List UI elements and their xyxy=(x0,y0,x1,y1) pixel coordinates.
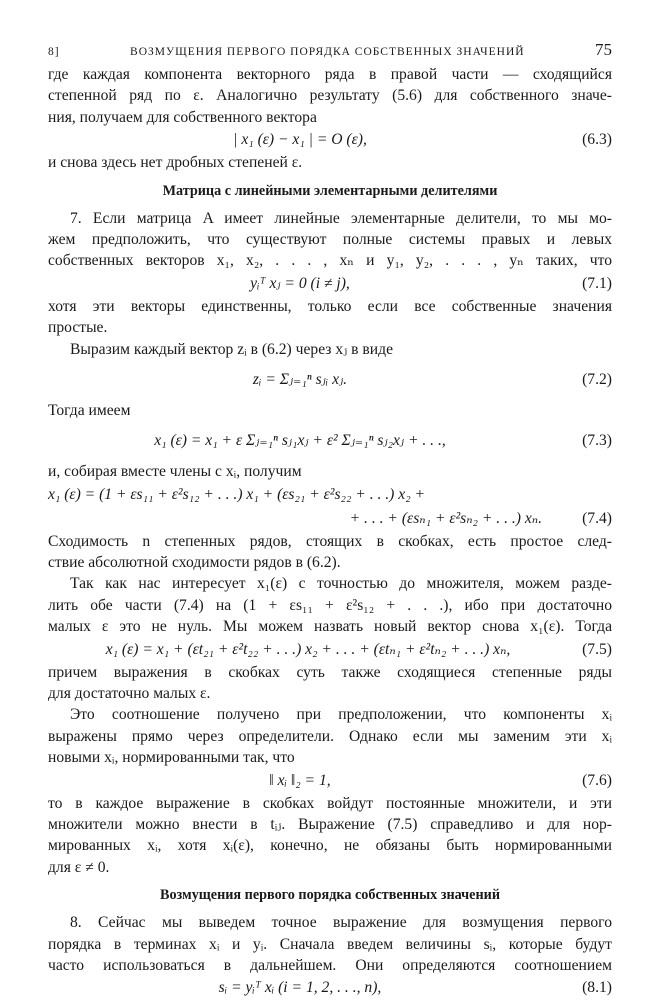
text-line: где каждая компонента векторного ряда в правой части — сходящийся xyxy=(48,66,612,83)
text-line: ствие абсолютной сходимости рядов в (6.2). xyxy=(48,554,341,572)
equation-7-4-line1: x₁ (ε) = (1 + εs₁₁ + ε²s₁₂ + . . .) x₁ + (εs₂₁ + ε²s₂₂ + . . .) x₂ + xyxy=(48,485,426,503)
text-line: Выразим каждый вектор zᵢ в (6.2) через xⱼ в виде xyxy=(70,340,393,358)
page-number: 75 xyxy=(595,40,612,59)
text-line: выражены прямо через определители. Однако если мы заменим эти xᵢ xyxy=(48,727,612,745)
text-line: собственных векторов x₁, x₂, . . . , xₙ и y₁, y₂, . . . , yₙ таких, что xyxy=(48,252,612,270)
text-line: часто использоваться в дальнейшем. Они определяются соотношением xyxy=(48,956,612,974)
text-line: Тогда имеем xyxy=(48,401,131,419)
text-line: простые. xyxy=(48,319,108,337)
text-line: для ε ≠ 0. xyxy=(48,858,110,876)
text-line: 7. Если матрица A имеет линейные элементарные делители, то мы мо- xyxy=(70,209,612,227)
text-line: мированных xᵢ, хотя xᵢ(ε), конечно, не обязаны быть нормированными xyxy=(48,837,612,855)
book-page xyxy=(48,40,612,1000)
text-line: малых ε это не нуль. Мы можем назвать новый вектор снова x₁(ε). Тогда xyxy=(48,618,612,636)
text-line: ния, получаем для собственного вектора xyxy=(48,108,317,126)
text-line: лить обе части (7.4) на (1 + εs₁₁ + ε²s₁₂ + . . .), ибо при достаточно xyxy=(48,596,612,614)
section-heading: Возмущения первого порядка собственных значений xyxy=(159,887,501,904)
equation-7-4-line2: + . . . + (εsₙ₁ + ε²sₙ₂ + . . .) xₙ. (7.4) xyxy=(349,509,612,527)
equation-7-3: x₁ (ε) = x₁ + ε Σⱼ₌₁ⁿ sⱼ₁xⱼ + ε² Σⱼ₌₁ⁿ sⱼ₂xⱼ + . . ., (7.3) xyxy=(154,432,612,450)
section-number: 8] xyxy=(48,46,60,58)
text-line: множители можно внести в tᵢⱼ. Выражение (7.5) справедливо и для нор- xyxy=(48,815,612,833)
text-line: порядка в терминах xᵢ и yᵢ. Сначала введем величины sᵢ, которые будут xyxy=(48,935,612,953)
text-line: степенной ряд по ε. Аналогично результату (5.6) для собственного значе- xyxy=(48,87,612,105)
text-line: новыми xᵢ, нормированными так, что xyxy=(48,749,295,767)
running-header xyxy=(48,40,612,64)
text-line: Так как нас интересует x₁(ε) с точностью до множителя, можем разде- xyxy=(70,575,612,593)
text-line: и, собирая вместе члены с xᵢ, получим xyxy=(48,463,302,481)
text-line: то в каждое выражение в скобках войдут постоянные множители, и эти xyxy=(48,794,612,812)
text-line: причем выражения в скобках суть также сходящиеся степенные ряды xyxy=(48,663,612,681)
text-line: хотя эти векторы единственны, только если все собственные значения xyxy=(48,297,612,315)
section-heading: Матрица с линейными элементарными делителями xyxy=(162,182,498,199)
text-line: и снова здесь нет дробных степеней ε. xyxy=(48,154,303,172)
equation-7-6: ‖ xᵢ ‖₂ = 1, (7.6) xyxy=(269,771,612,789)
text-line: Сходимость n степенных рядов, стоящих в скобках, есть простое след- xyxy=(48,532,612,550)
equation-7-5: x₁ (ε) = x₁ + (εt₂₁ + ε²t₂₂ + . . .) x₂ + . . . + (εtₙ₁ + ε²tₙ₂ + . . .) xₙ, (7.5) xyxy=(105,640,612,658)
text-line: для достаточно малых ε. xyxy=(48,685,211,703)
equation-7-1: yᵢᵀ xⱼ = 0 (i ≠ j), (7.1) xyxy=(250,274,612,292)
text-line: жем предположить, что существуют полные системы правых и левых xyxy=(48,230,612,248)
text-line: Это соотношение получено при предположении, что компоненты xᵢ xyxy=(70,706,612,724)
header-title: ВОЗМУЩЕНИЯ ПЕРВОГО ПОРЯДКА СОБСТВЕННЫХ ЗНАЧЕНИЙ xyxy=(130,46,525,58)
equation-8-1: sᵢ = yᵢᵀ xᵢ (i = 1, 2, . . ., n), (8.1) xyxy=(218,979,612,997)
text-line: 8. Сейчас мы выведем точное выражение для возмущения первого xyxy=(70,914,612,932)
equation-7-2: zᵢ = Σⱼ₌₁ⁿ sⱼᵢ xⱼ. (7.2) xyxy=(252,370,612,388)
equation-6-3: | x₁ (ε) − x₁ | = O (ε), (6.3) xyxy=(233,131,612,149)
